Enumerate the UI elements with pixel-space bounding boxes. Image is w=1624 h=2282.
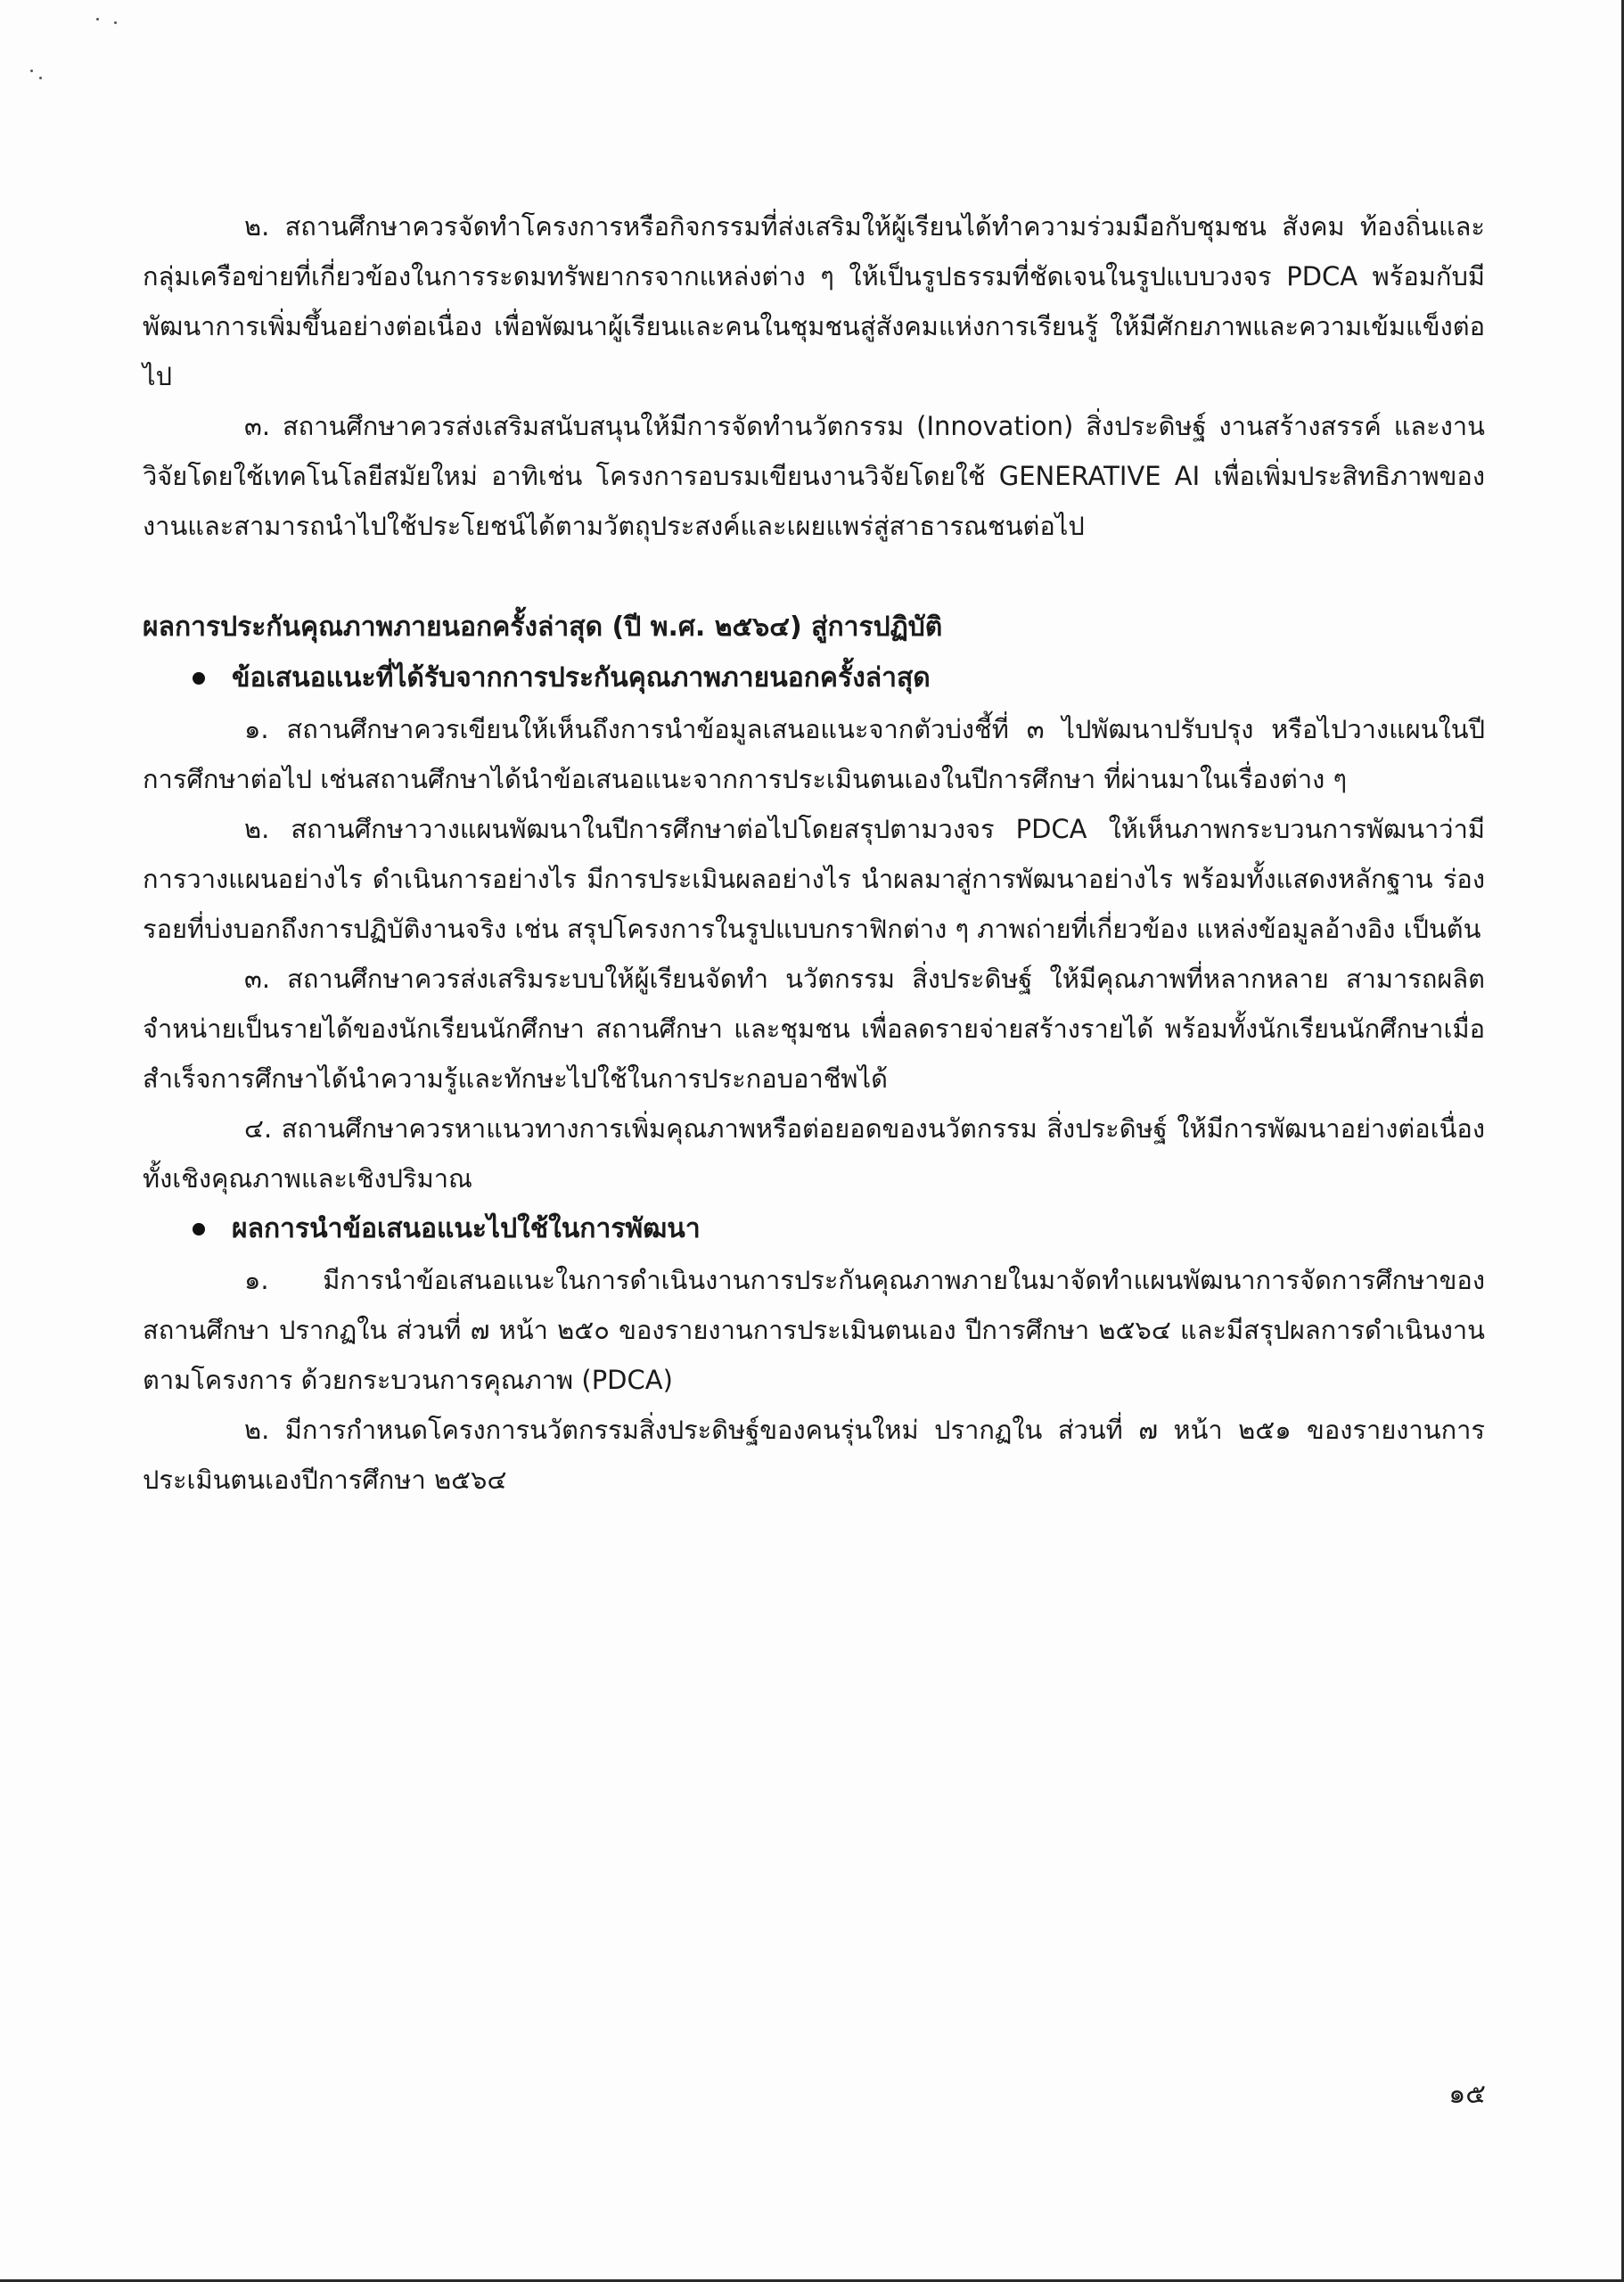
paragraph: ๒. สถานศึกษาควรจัดทำโครงการหรือกิจกรรมที่ส่งเสริมให้ผู้เรียนได้ทำความร่วมมือกับชุมชน สังคม ท้องถิ่นและกลุ่มเครือข่ายที่เกี่ยวข้องในการระดมทรัพยากรจากแหล่งต่าง ๆ ให้เป็นรูปธรรมที่ชัดเจนในรูปแบบวงจร PDCA พร้อมกับมีพัฒนาการเพิ่มขึ้นอย่างต่อเนื่อง เพื่อพัฒนาผู้เรียนและคนในชุมชนสู่สังคมแห่งการเรียนรู้ ให้มีศักยภาพและความเข้มแข็งต่อไป xyxy=(143,211,1485,391)
suggestion-item: ๒. สถานศึกษาวางแผนพัฒนาในปีการศึกษาต่อไปโดยสรุปตามวงจร PDCA ให้เห็นภาพกระบวนการพัฒนาว่ามีการวางแผนอย่างไร ดำเนินการอย่างไร มีการประเมินผลอย่างไร นำผลมาสู่การพัฒนาอย่างไร พร้อมทั้งแสดงหลักฐาน ร่องรอยที่บ่งบอกถึงการปฏิบัติงานจริง เช่น สรุปโครงการในรูปแบบกราฟิกต่าง ๆ ภาพถ่ายที่เกี่ยวข้อง แหล่งข้อมูลอ้างอิง เป็นต้น xyxy=(143,814,1485,944)
bullet-icon xyxy=(193,1223,205,1235)
suggestion-item: ๓. สถานศึกษาควรส่งเสริมระบบให้ผู้เรียนจัดทำ นวัตกรรม สิ่งประดิษฐ์ ให้มีคุณภาพที่หลากหลาย สามารถผลิตจำหน่ายเป็นรายได้ของนักเรียนนักศึกษา สถานศึกษา และชุมชน เพื่อลดรายจ่ายสร้างรายได้ พร้อมทั้งนักเรียนนักศึกษาเมื่อสำเร็จการศึกษาได้นำความรู้และทักษะไปใช้ในการประกอบอาชีพได้ xyxy=(143,964,1485,1094)
scan-speck xyxy=(96,18,99,21)
bullet-heading xyxy=(143,653,1485,704)
page-number: ๑๕ xyxy=(1448,2079,1486,2110)
scan-speck xyxy=(114,21,117,24)
result-item: ๒. มีการกำหนดโครงการนวัตกรรมสิ่งประดิษฐ์ของคนรุ่นใหม่ ปรากฏใน ส่วนที่ ๗ หน้า ๒๕๑ ของรายงานการประเมินตนเองปีการศึกษา ๒๕๖๔ xyxy=(143,1415,1485,1495)
section-heading: ผลการประกันคุณภาพภายนอกครั้งล่าสุด (ปี พ.ศ. ๒๕๖๔) สู่การปฏิบัติ xyxy=(143,612,943,643)
bullet-heading xyxy=(143,1203,1485,1255)
scan-speck xyxy=(39,77,42,79)
spacer xyxy=(143,551,1485,603)
suggestion-item: ๑. สถานศึกษาควรเขียนให้เห็นถึงการนำข้อมูลเสนอแนะจากตัวบ่งชี้ที่ ๓ ไปพัฒนาปรับปรุง หรือไปวางแผนในปีการศึกษาต่อไป เช่นสถานศึกษาได้นำข้อเสนอแนะจากการประเมินตนเองในปีการศึกษา ที่ผ่านมาในเรื่องต่าง ๆ xyxy=(143,714,1485,794)
bullet-icon xyxy=(193,672,205,685)
suggestion-item: ๔. สถานศึกษาควรหาแนวทางการเพิ่มคุณภาพหรือต่อยอดของนวัตกรรม สิ่งประดิษฐ์ ให้มีการพัฒนาอย่างต่อเนื่องทั้งเชิงคุณภาพและเชิงปริมาณ xyxy=(143,1113,1485,1194)
document-body xyxy=(143,201,1485,1505)
bullet-title: ข้อเสนอแนะที่ได้รับจากการประกันคุณภาพภายนอกครั้งล่าสุด xyxy=(232,662,931,694)
paragraph: ๓. สถานศึกษาควรส่งเสริมสนับสนุนให้มีการจัดทำนวัตกรรม (Innovation) สิ่งประดิษฐ์ งานสร้างสรรค์ และงานวิจัยโดยใช้เทคโนโลยีสมัยใหม่ อาทิเช่น โครงการอบรมเขียนงานวิจัยโดยใช้ GENERATIVE AI เพื่อเพิ่มประสิทธิภาพของงานและสามารถนำไปใช้ประโยชน์ได้ตามวัตถุประสงค์และเผยแพร่สู่สาธารณชนต่อไป xyxy=(143,411,1485,541)
result-item: ๑. มีการนำข้อเสนอแนะในการดำเนินงานการประกันคุณภาพภายในมาจัดทำแผนพัฒนาการจัดการศึกษาของสถานศึกษา ปรากฏใน ส่วนที่ ๗ หน้า ๒๕๐ ของรายงานการประเมินตนเอง ปีการศึกษา ๒๕๖๔ และมีสรุปผลการดำเนินงานตามโครงการ ด้วยกระบวนการคุณภาพ (PDCA) xyxy=(143,1265,1485,1395)
scan-speck xyxy=(30,70,33,72)
bullet-title: ผลการนำข้อเสนอแนะไปใช้ในการพัฒนา xyxy=(232,1213,701,1244)
